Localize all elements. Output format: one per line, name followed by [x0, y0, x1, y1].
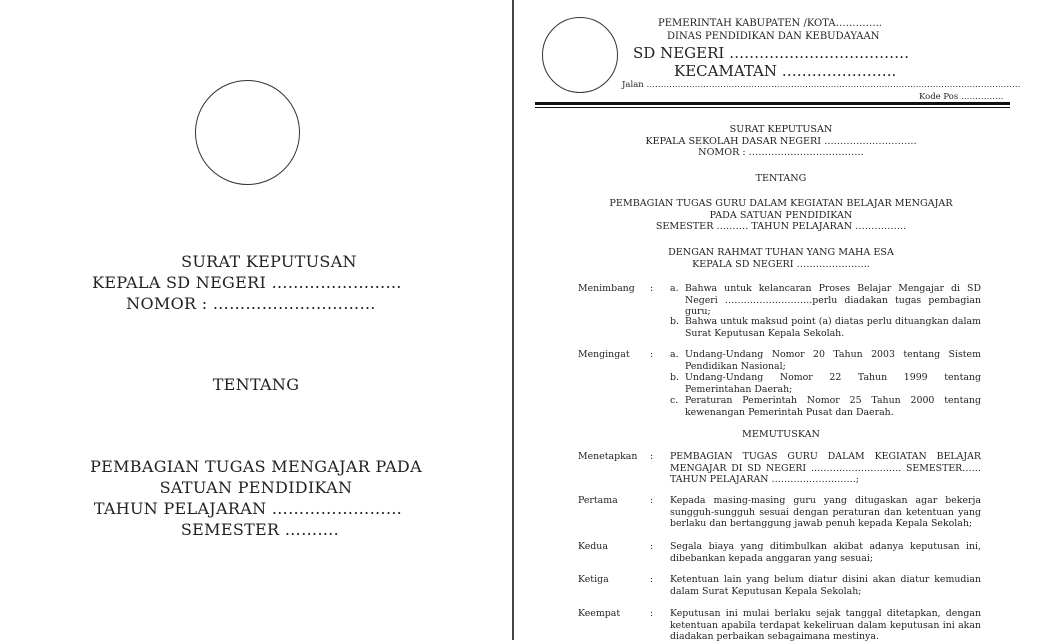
ketiga-label: Ketiga [578, 574, 609, 585]
decree-grace [535, 247, 1027, 270]
decree-about: TENTANG [755, 173, 807, 184]
decree-head-line: KEPALA SEKOLAH DASAR NEGERI ……………………….. [645, 135, 917, 147]
cover-subject-block [0, 456, 512, 540]
kedua-text: Segala biaya yang ditimbulkan akibat adanya keputusan ini, dibebankan kepada anggaran yang sesuai; [670, 541, 981, 564]
mengingat-a-text: Undang-Undang Nomor 20 Tahun 2003 tentang Sistem Pendidikan Nasional; [685, 349, 981, 372]
menetapkan-colon: : [650, 451, 654, 462]
cover-head-line: KEPALA SD NEGERI …………………… [92, 273, 402, 292]
menimbang-label: Menimbang [578, 283, 635, 294]
menimbang-colon: : [650, 283, 654, 294]
decree-subject-1: PEMBAGIAN TUGAS GURU DALAM KEGIATAN BELAJAR MENGAJAR [609, 198, 953, 209]
cover-subject-2: SATUAN PENDIDIKAN [159, 478, 353, 497]
decree-subject-3: SEMESTER ………. TAHUN PELAJARAN ……………. [655, 221, 907, 232]
memutuskan-heading: MEMUTUSKAN [742, 429, 820, 440]
grace-line-1: DENGAN RAHMAT TUHAN YANG MAHA ESA [668, 247, 894, 258]
kop-line-1: PEMERINTAH KABUPATEN /KOTA………….. [658, 18, 882, 29]
kop-line-4: KECAMATAN ………………….. [674, 62, 897, 80]
kedua-colon: : [650, 541, 654, 552]
cover-number-line: NOMOR : ………………………… [126, 294, 376, 313]
ketiga-colon: : [650, 574, 654, 585]
menimbang-a-text: Bahwa untuk kelancaran Proses Belajar Mengajar di SD Negeri ……………………….perlu diadakan tugas pembagian guru; [685, 283, 981, 317]
cover-title: SURAT KEPUTUSAN [181, 252, 357, 271]
ketiga-text: Ketentuan lain yang belum diatur disini akan diatur kemudian dalam Surat Keputusan Kepala Sekolah; [670, 574, 981, 597]
kop-line-3: SD NEGERI ……………………………… [633, 44, 910, 62]
cover-title-block [0, 251, 512, 314]
cover-subject-3: TAHUN PELAJARAN …………………… [93, 499, 403, 518]
decree-number: NOMOR : ……………………………… [698, 147, 864, 158]
keempat-label: Keempat [578, 608, 621, 619]
page-divider [512, 0, 514, 640]
grace-line-2: KEPALA SD NEGERI ………………….. [692, 258, 870, 270]
menetapkan-label: Menetapkan [578, 451, 638, 462]
pertama-text: Kepada masing-masing guru yang ditugaskan agar bekerja sungguh-sungguh sesuai dengan peraturan dan ketentuan yang berlaku dan bertanggung jawab penuh kepada Kepala Sekolah; [670, 495, 981, 529]
kop-rule-thick [535, 102, 1010, 105]
menetapkan-text: PEMBAGIAN TUGAS GURU DALAM KEGIATAN BELAJAR MENGAJAR DI SD NEGERI ……………………….. SEMESTER…… TAHUN PELAJARAN ………………………; [670, 451, 981, 485]
keempat-colon: : [650, 608, 654, 619]
logo-circle [542, 17, 618, 93]
menimbang-b-letter: b. [670, 316, 679, 327]
cover-subject-1: PEMBAGIAN TUGAS MENGAJAR PADA [90, 457, 422, 476]
decree-subject-2: PADA SATUAN PENDIDIKAN [709, 209, 853, 221]
mengingat-c-letter: c. [670, 395, 679, 406]
mengingat-a-letter: a. [670, 349, 679, 360]
stamp-circle [195, 80, 300, 185]
mengingat-label: Mengingat [578, 349, 630, 360]
kedua-label: Kedua [578, 541, 608, 552]
pertama-colon: : [650, 495, 654, 506]
kop-kode-pos: Kode Pos …………… [919, 92, 1004, 102]
keempat-text: Keputusan ini mulai berlaku sejak tanggal ditetapkan, dengan ketentuan apabila terdapat kekeliruan dalam keputusan ini akan diadakan perbaikan sebagaimana mestinya. [670, 608, 981, 642]
mengingat-b-text: Undang-Undang Nomor 22 Tahun 1999 tentang Pemerintahan Daerah; [685, 372, 981, 395]
menimbang-b-text: Bahwa untuk maksud point (a) diatas perlu dituangkan dalam Surat Keputusan Kepala Sekolah. [685, 316, 981, 339]
cover-about: TENTANG [212, 375, 300, 394]
pertama-label: Pertama [578, 495, 618, 506]
kop-rule-thin [535, 107, 1010, 108]
kop-jalan: Jalan …………………………………………………………………………………………………………………… [622, 80, 1021, 90]
menimbang-a-letter: a. [670, 283, 679, 294]
cover-subject-4: SEMESTER ………. [180, 520, 340, 539]
kop-line-2: DINAS PENDIDIKAN DAN KEBUDAYAAN [667, 31, 880, 42]
mengingat-colon: : [650, 349, 654, 360]
mengingat-b-letter: b. [670, 372, 679, 383]
decree-subject [535, 198, 1027, 233]
mengingat-c-text: Peraturan Pemerintah Nomor 25 Tahun 2000 tentang kewenangan Pemerintah Pusat dan Daerah. [685, 395, 981, 418]
decree-title: SURAT KEPUTUSAN [729, 124, 833, 135]
decree-heading [535, 124, 1027, 159]
